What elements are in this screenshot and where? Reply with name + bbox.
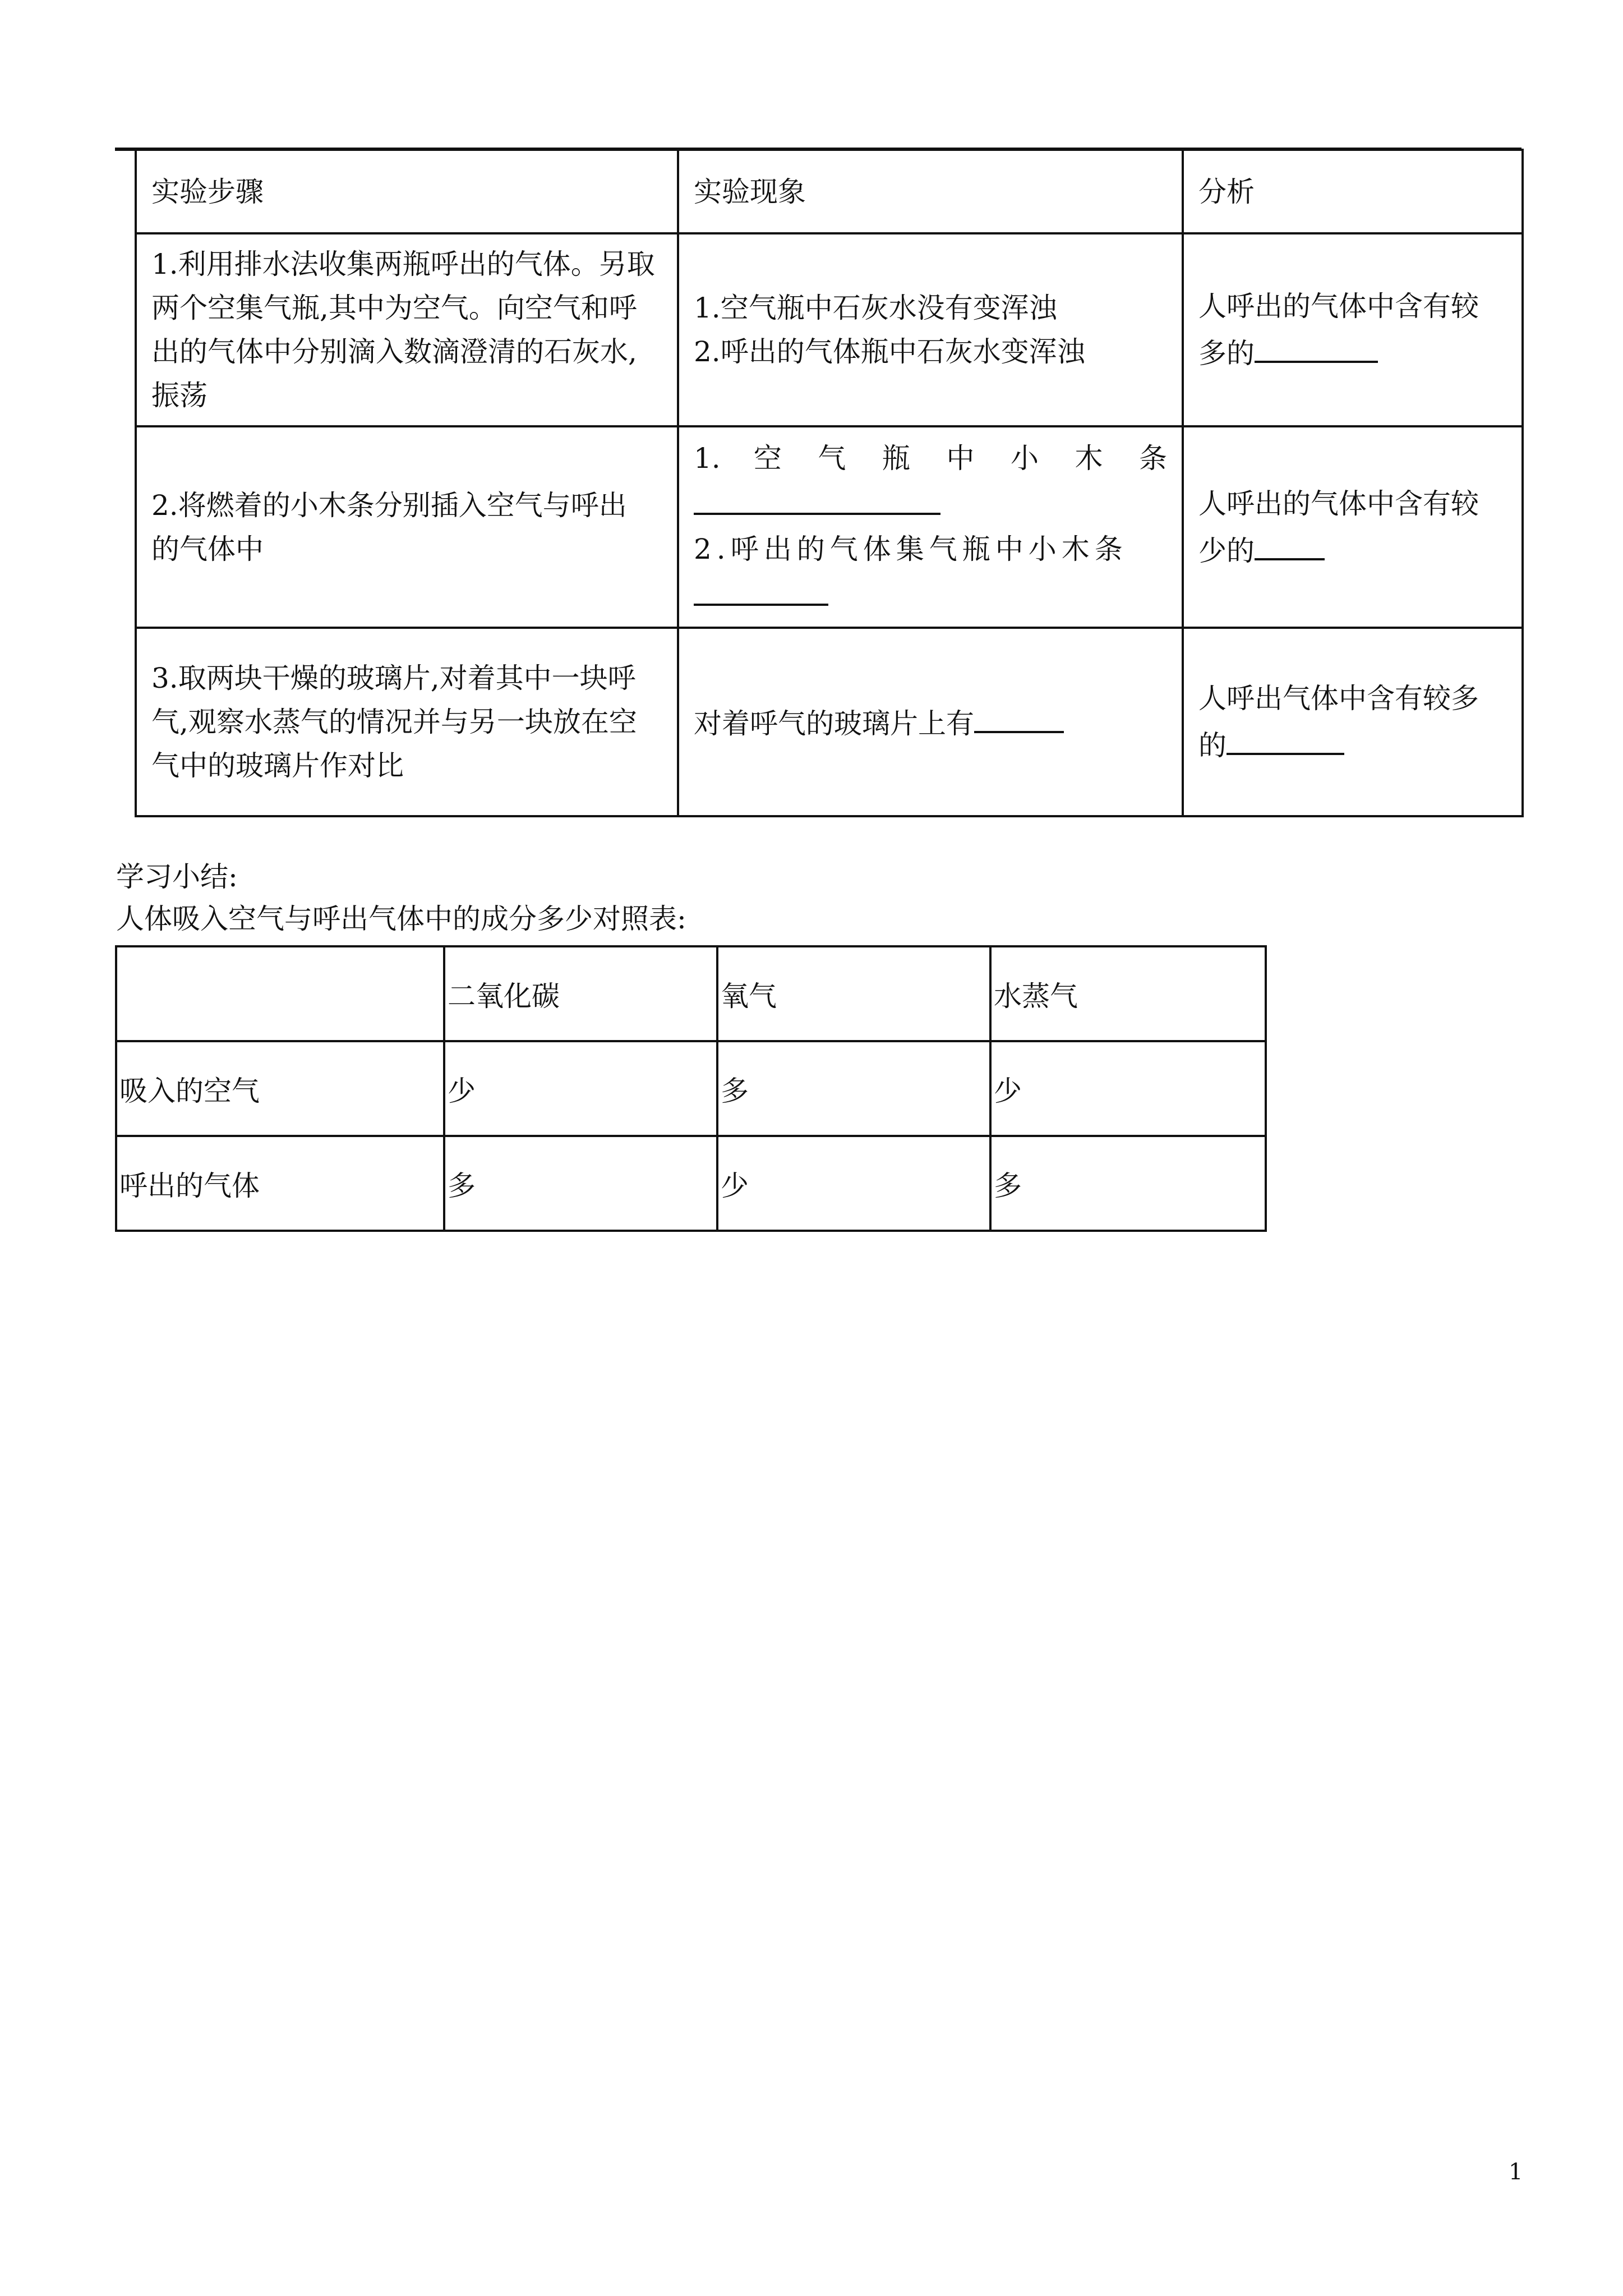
phenomenon-cell <box>678 426 1183 628</box>
answer-blank[interactable] <box>694 480 940 515</box>
answer-blank[interactable] <box>694 571 828 606</box>
summary-row <box>116 1041 1266 1136</box>
step-text-line: 气,观察水蒸气的情况并与另一块放在空 <box>151 706 637 738</box>
analysis-text-line: 人呼出的气体中含有较 <box>1198 290 1479 323</box>
phenomenon-text-line: 2.呼出的气体瓶中石灰水变浑浊 <box>694 335 1085 368</box>
summary-cell: 少 <box>990 1041 1266 1136</box>
summary-header-cell: 氧气 <box>717 946 990 1041</box>
summary-cell: 多 <box>717 1041 990 1136</box>
step-text-line: 3.取两块干燥的玻璃片,对着其中一块呼 <box>151 662 636 694</box>
step-cell <box>136 628 678 816</box>
phenomenon-text-line: 1.空气瓶中石灰水没有变浑浊 <box>694 292 1057 324</box>
analysis-text-line: 人呼出气体中含有较多 <box>1198 682 1479 715</box>
step-text-line: 出的气体中分别滴入数滴澄清的石灰水, <box>151 335 637 368</box>
summary-cell: 多 <box>990 1136 1266 1231</box>
analysis-cell <box>1183 426 1523 628</box>
step-text-line: 1.利用排水法收集两瓶呼出的气体。另取 <box>151 248 655 280</box>
answer-blank[interactable] <box>974 698 1064 733</box>
phenomenon-text: 对着呼气的玻璃片上有 <box>694 707 974 740</box>
phenomenon-cell <box>678 233 1183 426</box>
analysis-text-line: 人呼出的气体中含有较 <box>1198 487 1479 520</box>
answer-blank[interactable] <box>1227 720 1344 755</box>
summary-row-label: 吸入的空气 <box>116 1041 444 1136</box>
summary-header-cell: 二氧化碳 <box>444 946 717 1041</box>
analysis-text: 少的 <box>1198 534 1255 567</box>
analysis-text: 的 <box>1198 729 1227 762</box>
phenomenon-cell <box>678 628 1183 816</box>
step-cell <box>136 426 678 628</box>
summary-table-title: 人体吸入空气与呼出气体中的成分多少对照表: <box>116 903 686 935</box>
summary-header-cell: 水蒸气 <box>990 946 1266 1041</box>
step-text-line: 振荡 <box>151 379 208 412</box>
step-cell <box>136 233 678 426</box>
summary-heading: 学习小结: <box>116 861 238 893</box>
summary-row-label: 呼出的气体 <box>116 1136 444 1231</box>
summary-cell: 少 <box>717 1136 990 1231</box>
answer-blank[interactable] <box>1255 526 1325 560</box>
step-text-line: 两个空集气瓶,其中为空气。向空气和呼 <box>151 292 637 324</box>
table-row <box>136 233 1523 426</box>
phenomenon-text-line: 2.呼出的气体集气瓶中小木条 <box>694 532 1128 565</box>
summary-corner-cell <box>116 946 444 1041</box>
analysis-text-line <box>1198 328 1507 375</box>
phenomenon-blank-line <box>694 571 1167 618</box>
step-text-line: 2.将燃着的小木条分别插入空气与呼出 <box>151 489 627 522</box>
summary-table <box>115 945 1267 1232</box>
summary-header-row <box>116 946 1266 1041</box>
answer-blank[interactable] <box>1255 328 1378 363</box>
summary-row <box>116 1136 1266 1231</box>
table-row <box>136 628 1523 816</box>
analysis-cell <box>1183 628 1523 816</box>
analysis-text: 多的 <box>1198 337 1255 370</box>
phenomenon-text-line: 1. 空 气 瓶 中 小 木 条 <box>694 441 1167 475</box>
header-cell-step: 实验步骤 <box>136 150 678 233</box>
analysis-cell <box>1183 233 1523 426</box>
summary-cell: 少 <box>444 1041 717 1136</box>
page-number: 1 <box>1509 2159 1523 2185</box>
phenomenon-text-line <box>694 698 1167 746</box>
step-text-line: 的气体中 <box>151 532 264 565</box>
summary-cell: 多 <box>444 1136 717 1231</box>
header-cell-phenomenon: 实验现象 <box>678 150 1183 233</box>
experiment-table <box>135 149 1524 817</box>
analysis-text-line <box>1198 720 1507 767</box>
table-row <box>136 426 1523 628</box>
header-cell-analysis: 分析 <box>1183 150 1523 233</box>
analysis-text-line <box>1198 526 1507 573</box>
phenomenon-blank-line <box>694 480 1167 527</box>
step-text-line: 气中的玻璃片作对比 <box>151 749 404 782</box>
table-header-row <box>136 150 1523 233</box>
